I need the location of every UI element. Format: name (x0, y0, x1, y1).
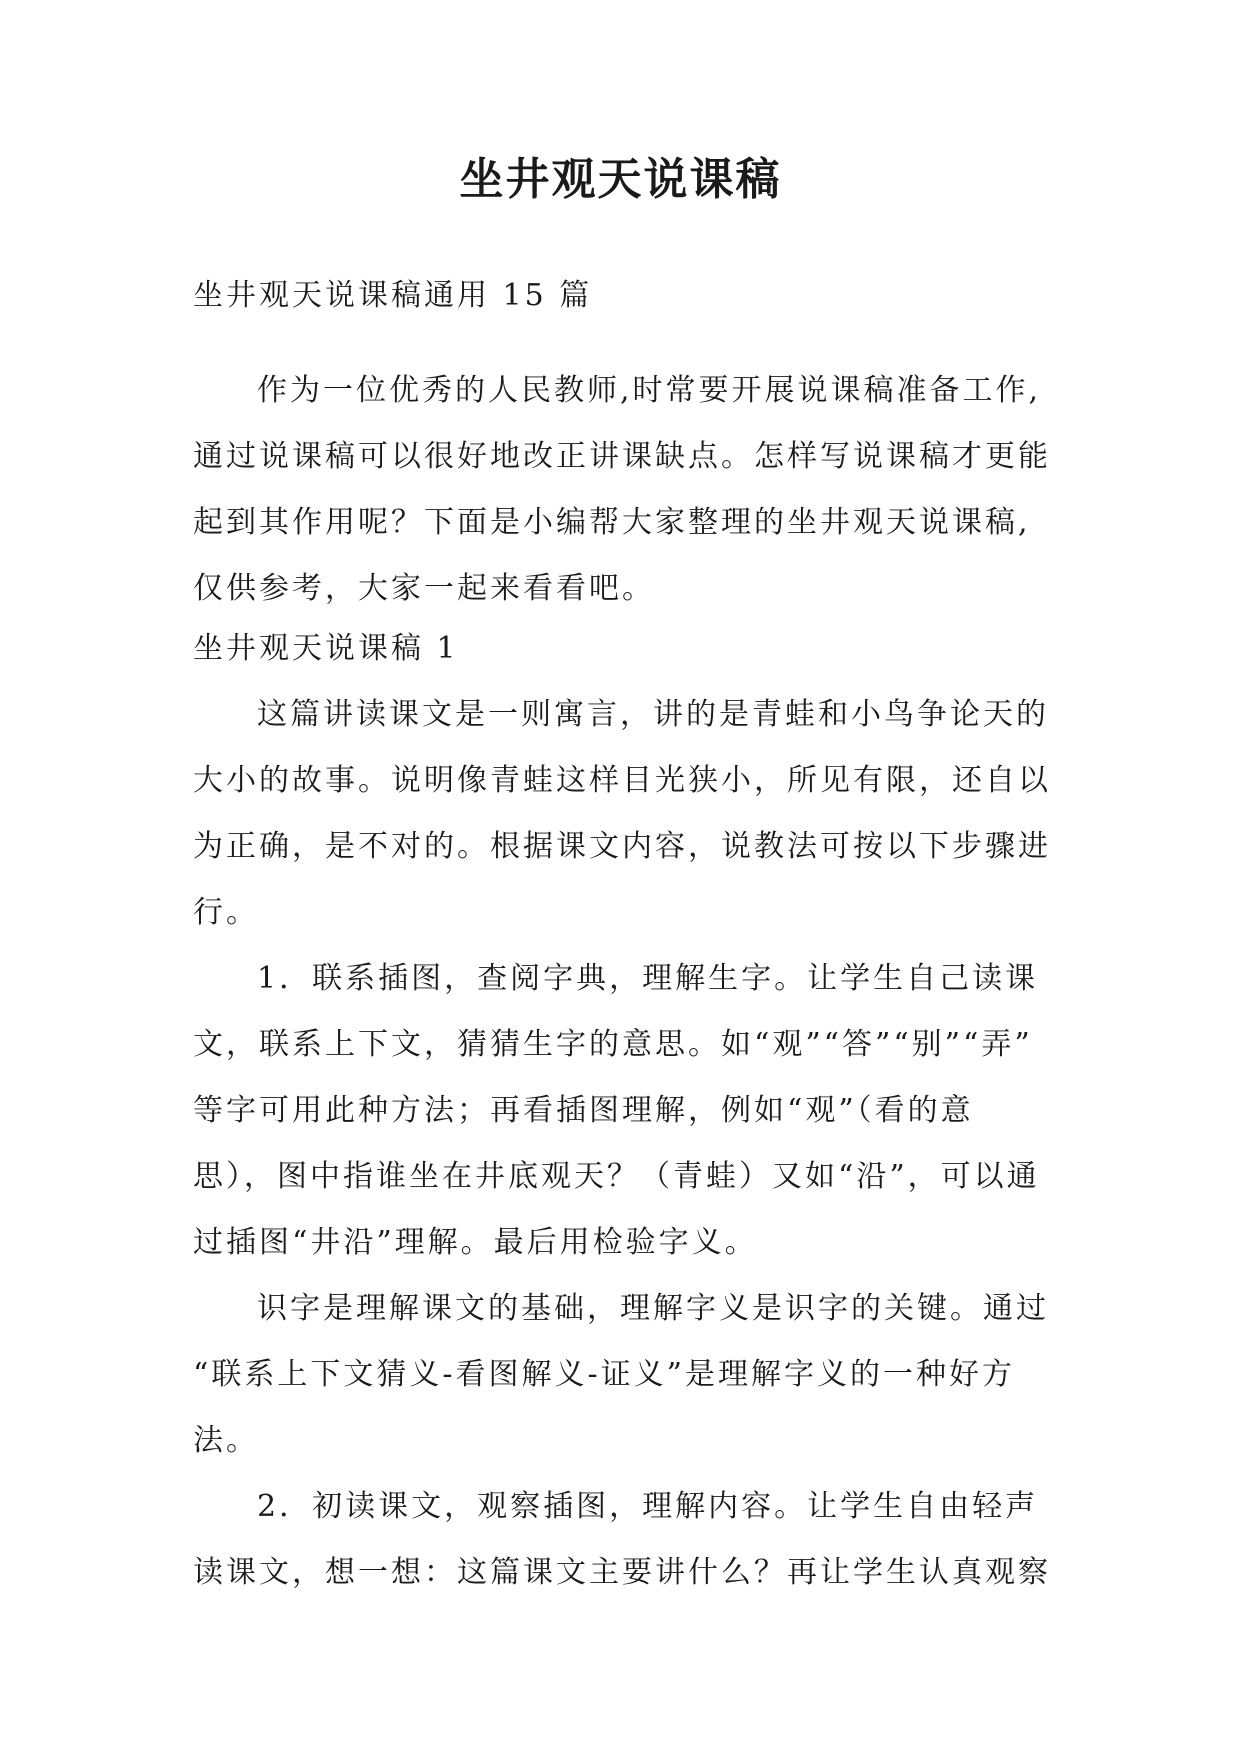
paragraph-line: 1．联系插图，查阅字典，理解生字。让学生自己读课 (257, 961, 1039, 996)
paragraph-line: 2．初读课文，观察插图，理解内容。让学生自由轻声 (257, 1489, 1039, 1524)
paragraph-line: 法。 (193, 1423, 259, 1458)
paragraph-line: 这篇讲读课文是一则寓言，讲的是青蛙和小鸟争论天的 (257, 697, 1049, 732)
paragraph-line: 大小的故事。说明像青蛙这样目光狭小，所见有限，还自以 (193, 763, 1051, 798)
paragraph-line: 为正确，是不对的。根据课文内容，说教法可按以下步骤进 (193, 829, 1051, 864)
paragraph-line: 过插图“井沿”理解。最后用检验字义。 (193, 1225, 758, 1260)
document-subtitle-block (193, 263, 1049, 329)
paragraph-line: “联系上下文猜义-看图解义-证义”是理解字义的一种好方 (193, 1357, 1015, 1392)
paragraph-line: 通过说课稿可以很好地改正讲课缺点。怎样写说课稿才更能 (193, 439, 1051, 474)
paragraph-line: 识字是理解课文的基础，理解字义是识字的关键。通过 (257, 1291, 1049, 1326)
paragraph-line: 思），图中指谁坐在井底观天？（青蛙）又如“沿”，可以通 (193, 1159, 1040, 1194)
paragraph-line: 行。 (193, 895, 259, 930)
paragraph-line: 起到其作用呢？下面是小编帮大家整理的坐井观天说课稿, (193, 505, 1031, 540)
paragraph-line: 文，联系上下文，猜猜生字的意思。如“观”“答”“别”“弄” (193, 1027, 1033, 1062)
intro-paragraph (193, 358, 1049, 622)
document-subtitle: 坐井观天说课稿通用 15 篇 (193, 278, 593, 313)
section-heading: 坐井观天说课稿 1 (193, 631, 459, 666)
paragraph-line: 读课文，想一想：这篇课文主要讲什么？再让学生认真观察 (193, 1555, 1051, 1590)
paragraph-line: 仅供参考，大家一起来看看吧。 (193, 571, 655, 606)
page-title: 坐井观天说课稿 (459, 154, 782, 205)
section-1 (193, 616, 1049, 1606)
paragraph-line: 作为一位优秀的人民教师,时常要开展说课稿准备工作, (257, 373, 1042, 408)
paragraph-line: 等字可用此种方法；再看插图理解，例如“观”（看的意 (193, 1093, 974, 1128)
